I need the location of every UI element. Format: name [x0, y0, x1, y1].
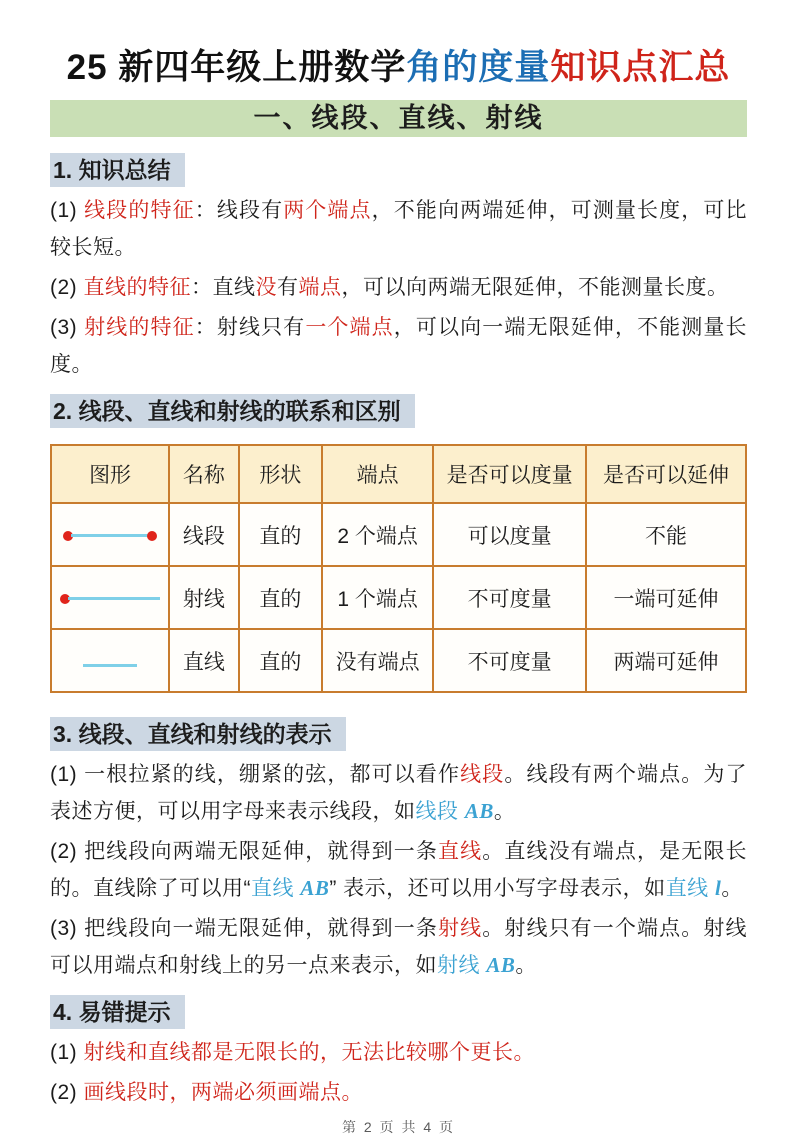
text-segment: 。	[515, 954, 537, 977]
text-segment: 。直线没有端点，是无限长的。直线除了可以用“	[50, 840, 748, 900]
text-segment: 射线和直线都是无限长的，无法比较哪个更长。	[83, 1041, 535, 1064]
text-segment: (2) 把线段向两端无限延伸，就得到一条	[50, 840, 438, 863]
knowledge-point-3	[50, 309, 747, 383]
cell-measurable: 不可度量	[433, 629, 586, 692]
section1-heading: 1. 知识总结	[50, 153, 185, 187]
text-segment: 一个端点	[305, 316, 394, 339]
text-segment: AB	[486, 953, 516, 977]
text-segment: 没	[255, 276, 277, 299]
comparison-table	[50, 444, 747, 693]
text-segment: (1) 一根拉紧的线，绷紧的弦，都可以看作	[50, 763, 461, 786]
header-shape: 形状	[239, 445, 322, 503]
table-header-row	[51, 445, 746, 503]
representation-point-1	[50, 756, 747, 830]
cell-name: 直线	[169, 629, 239, 692]
title-part-red: 知识点汇总	[550, 48, 731, 87]
error-tip-2	[50, 1074, 747, 1111]
text-segment: 直线	[251, 877, 301, 900]
text-segment: 。射线只有一个端点。射线可以用端点和射线上的另一点来表示，如	[50, 917, 748, 977]
page-number: 第 2 页 共 4 页	[341, 1119, 456, 1135]
header-figure: 图形	[51, 445, 169, 503]
representation-point-3	[50, 910, 747, 984]
ray-line-icon	[68, 597, 160, 600]
straight-line-figure-icon	[83, 664, 137, 667]
text-segment: ：直线	[191, 276, 256, 299]
text-segment: ，不能向两端延伸，可测量长度，可比较长短。	[50, 199, 748, 259]
text-segment: 线段的特征	[84, 199, 195, 222]
section4-heading: 4. 易错提示	[50, 995, 185, 1029]
cell-endpoints: 没有端点	[322, 629, 433, 692]
text-segment: (2)	[50, 1081, 84, 1104]
cell-extendable: 两端可延伸	[586, 629, 746, 692]
text-segment: ：射线只有	[194, 316, 306, 339]
header-extendable: 是否可以延伸	[586, 445, 746, 503]
segment-figure-icon	[63, 531, 157, 541]
text-segment: 。	[721, 877, 743, 900]
text-segment: 两个端点	[283, 199, 372, 222]
cell-extendable: 一端可延伸	[586, 566, 746, 629]
text-segment: 射线的特征	[84, 316, 195, 339]
cell-shape: 直的	[239, 566, 322, 629]
cell-name: 射线	[169, 566, 239, 629]
table-row	[51, 629, 746, 692]
page-title	[50, 40, 747, 90]
cell-measurable: 不可度量	[433, 566, 586, 629]
text-segment: (3) 把线段向一端无限延伸，就得到一条	[50, 917, 438, 940]
text-segment: 射线	[437, 917, 483, 940]
cell-shape: 直的	[239, 503, 322, 566]
text-segment: l	[715, 876, 722, 900]
title-part-blue: 角的度量	[406, 48, 551, 87]
text-segment: (2)	[50, 276, 84, 299]
text-segment: 画线段时，两端必须画端点。	[83, 1081, 363, 1104]
error-tip-1	[50, 1034, 747, 1071]
cell-endpoints: 1 个端点	[322, 566, 433, 629]
representation-point-2	[50, 833, 747, 907]
text-segment: 射线	[437, 954, 487, 977]
text-segment: ：线段有	[194, 199, 284, 222]
segment-line-icon	[71, 534, 149, 537]
text-segment: (1)	[50, 1041, 84, 1064]
text-segment: ” 表示，还可以用小写字母表示，如	[329, 877, 666, 900]
text-segment: (3)	[50, 316, 85, 339]
header-name: 名称	[169, 445, 239, 503]
header-endpoints: 端点	[322, 445, 433, 503]
text-segment: AB	[300, 876, 330, 900]
table-row	[51, 566, 746, 629]
knowledge-point-1	[50, 192, 747, 266]
header-measurable: 是否可以度量	[433, 445, 586, 503]
text-segment: 有	[277, 276, 299, 299]
cell-measurable: 可以度量	[433, 503, 586, 566]
text-segment: (1)	[50, 199, 85, 222]
text-segment: AB	[464, 799, 494, 823]
text-segment: 。	[493, 800, 516, 823]
cell-endpoints: 2 个端点	[322, 503, 433, 566]
text-segment: ，可以向两端无限延伸，不能测量长度。	[341, 276, 729, 299]
section2-heading: 2. 线段、直线和射线的联系和区别	[50, 394, 415, 428]
cell-name: 线段	[169, 503, 239, 566]
cell-extendable: 不能	[586, 503, 746, 566]
text-segment: 直线的特征	[83, 276, 191, 299]
text-segment: 线段	[460, 763, 505, 786]
chapter-banner: 一、线段、直线、射线	[50, 100, 747, 137]
title-part-black: 25 新四年级上册数学	[66, 48, 407, 87]
knowledge-point-2	[50, 269, 747, 306]
text-segment: 直线	[437, 840, 483, 863]
text-segment: 端点	[298, 276, 342, 299]
endpoint-dot-icon	[147, 531, 157, 541]
text-segment: 线段	[415, 800, 465, 823]
table-row	[51, 503, 746, 566]
text-segment: 。线段有两个端点。为了表述方便，可以用字母来表示线段，如	[50, 763, 748, 823]
cell-shape: 直的	[239, 629, 322, 692]
section3-heading: 3. 线段、直线和射线的表示	[50, 717, 346, 751]
straight-line-icon	[83, 664, 137, 667]
ray-figure-icon	[60, 594, 160, 604]
text-segment: 直线	[665, 877, 716, 900]
text-segment: ，可以向一端无限延伸，不能测量长度。	[50, 316, 748, 376]
